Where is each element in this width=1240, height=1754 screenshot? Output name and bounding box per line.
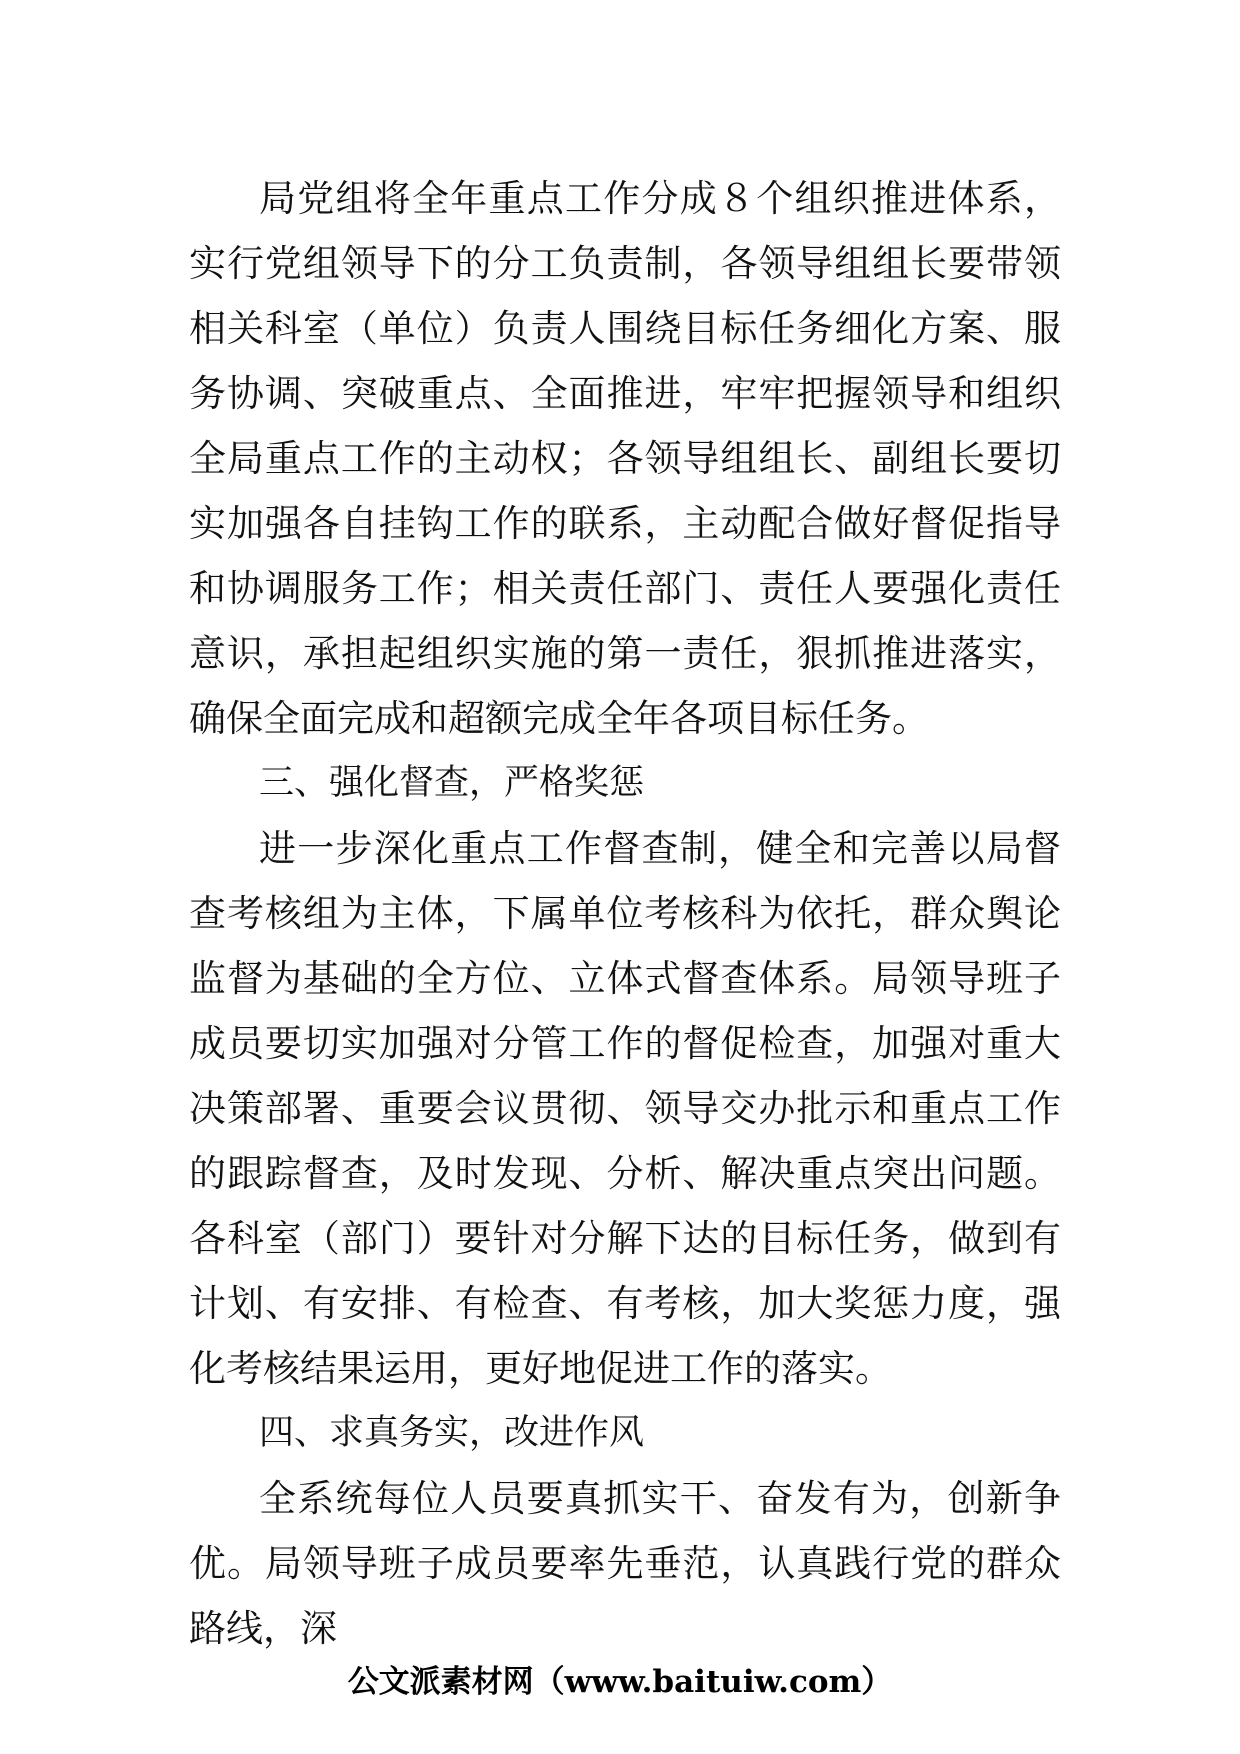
- document-body: [189, 166, 1061, 1661]
- paragraph-responsibility-system: 局党组将全年重点工作分成８个组织推进体系，实行党组领导下的分工负责制，各领导组组长要带领相关科室（单位）负责人围绕目标任务细化方案、服务协调、突破重点、全面推进，牢牢把握领导和组织全局重点工作的主动权；各领导组组长、副组长要切实加强各自挂钩工作的联系，主动配合做好督促指导和协调服务工作；相关责任部门、责任人要强化责任意识，承担起组织实施的第一责任，狠抓推进落实，确保全面完成和超额完成全年各项目标任务。: [189, 177, 1061, 740]
- paragraph-supervision: 进一步深化重点工作督查制，健全和完善以局督查考核组为主体，下属单位考核科为依托，群众舆论监督为基础的全方位、立体式督查体系。局领导班子成员要切实加强对分管工作的督促检查，加强对重大决策部署、重要会议贯彻、领导交办批示和重点工作的跟踪督查，及时发现、分析、解决重点突出问题。各科室（部门）要针对分解下达的目标任务，做到有计划、有安排、有检查、有考核，加大奖惩力度，强化考核结果运用，更好地促进工作的落实。: [189, 827, 1061, 1390]
- paragraph-work-style: 全系统每位人员要真抓实干、奋发有为，创新争优。局领导班子成员要率先垂范，认真践行党的群众路线，深: [189, 1477, 1061, 1650]
- section-heading-work-style: 四、求真务实，改进作风: [259, 1413, 645, 1453]
- section-heading-supervision: 三、强化督查，严格奖惩: [259, 763, 645, 803]
- source-footer: 公文派素材网（www.baituiw.com）: [347, 1664, 893, 1700]
